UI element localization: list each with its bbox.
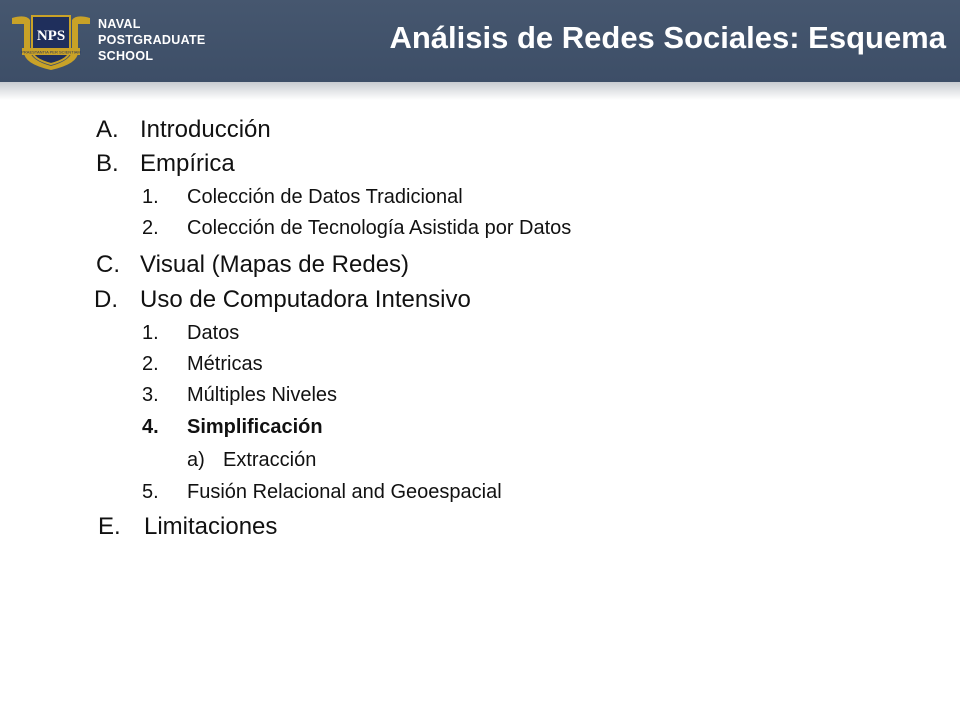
outline-item-a (96, 115, 271, 145)
outline-item-d3 (142, 382, 337, 408)
outline-marker: 4. (142, 416, 159, 438)
outline-text: Extracción (223, 449, 317, 471)
school-name-line-1: NAVAL (98, 17, 141, 31)
outline-marker: 1. (142, 322, 159, 344)
logo-letters: NPS (36, 28, 66, 44)
slide-header (0, 0, 960, 82)
outline-marker: E. (98, 513, 121, 540)
nps-logo-icon (8, 10, 94, 70)
outline-item-d5 (142, 479, 502, 505)
outline-item-d4 (142, 414, 323, 440)
outline-marker: 2. (142, 353, 159, 375)
outline-item-b2 (142, 215, 571, 241)
outline-text: Visual (Mapas de Redes) (140, 251, 410, 278)
outline-text: Simplificación (187, 416, 323, 438)
outline-marker: C. (96, 251, 120, 278)
outline-text: Introducción (140, 116, 271, 143)
outline-item-c (96, 250, 409, 280)
outline-text: Uso de Computadora Intensivo (140, 286, 471, 313)
outline-text: Métricas (187, 353, 263, 375)
outline-marker: 2. (142, 217, 159, 239)
school-name-line-2: POSTGRADUATE (98, 33, 206, 47)
outline-text: Colección de Tecnología Asistida por Datos (187, 217, 572, 239)
header-shadow (0, 82, 960, 100)
outline-item-e (98, 512, 277, 542)
outline-text: Múltiples Niveles (187, 384, 338, 406)
outline-marker: a) (187, 449, 205, 471)
outline-text: Datos (187, 322, 240, 344)
outline-item-b1 (142, 184, 463, 210)
outline-text: Limitaciones (144, 513, 278, 540)
slide-title: Análisis de Redes Sociales: Esquema (389, 20, 946, 55)
outline-marker: 5. (142, 481, 159, 503)
outline-marker: 3. (142, 384, 159, 406)
school-name (98, 16, 206, 64)
outline-marker: D. (94, 286, 118, 313)
outline-text: Empírica (140, 150, 235, 177)
outline-item-d2 (142, 351, 263, 377)
outline-item-d1 (142, 320, 239, 346)
outline-marker: A. (96, 116, 119, 143)
outline-item-d (94, 285, 471, 315)
outline-marker: B. (96, 150, 119, 177)
logo-motto: PRAESTANTIA PER SCIENTIAM (21, 49, 81, 55)
outline-item-d4a (187, 447, 316, 473)
outline-text: Fusión Relacional and Geoespacial (187, 481, 502, 503)
school-name-line-3: SCHOOL (98, 49, 154, 63)
outline-marker: 1. (142, 186, 159, 208)
outline-text: Colección de Datos Tradicional (187, 186, 463, 208)
outline-item-b (96, 149, 235, 179)
